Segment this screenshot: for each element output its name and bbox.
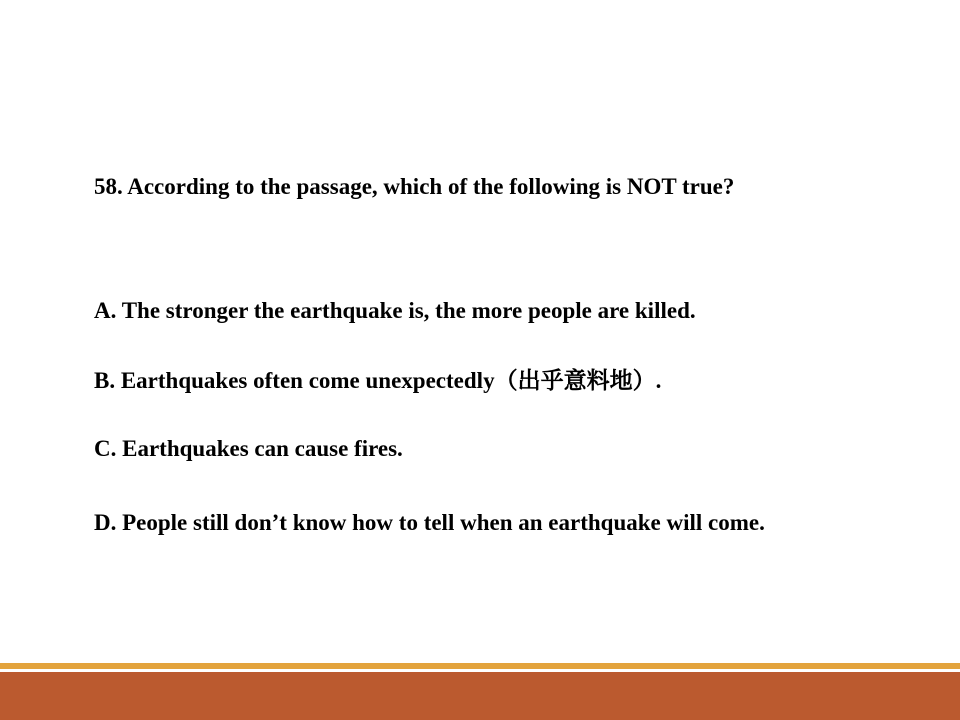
question-text: 58. According to the passage, which of the following is NOT true? [94, 174, 735, 199]
option-d: D. People still don’t know how to tell when an earthquake will come. [94, 510, 765, 535]
option-a: A. The stronger the earthquake is, the more people are killed. [94, 298, 696, 323]
footer-bar [0, 672, 960, 720]
option-c: C. Earthquakes can cause fires. [94, 436, 403, 461]
option-b: B. Earthquakes often come unexpectedly（出乎意料地）. [94, 368, 662, 393]
footer-accent-line [0, 663, 960, 669]
